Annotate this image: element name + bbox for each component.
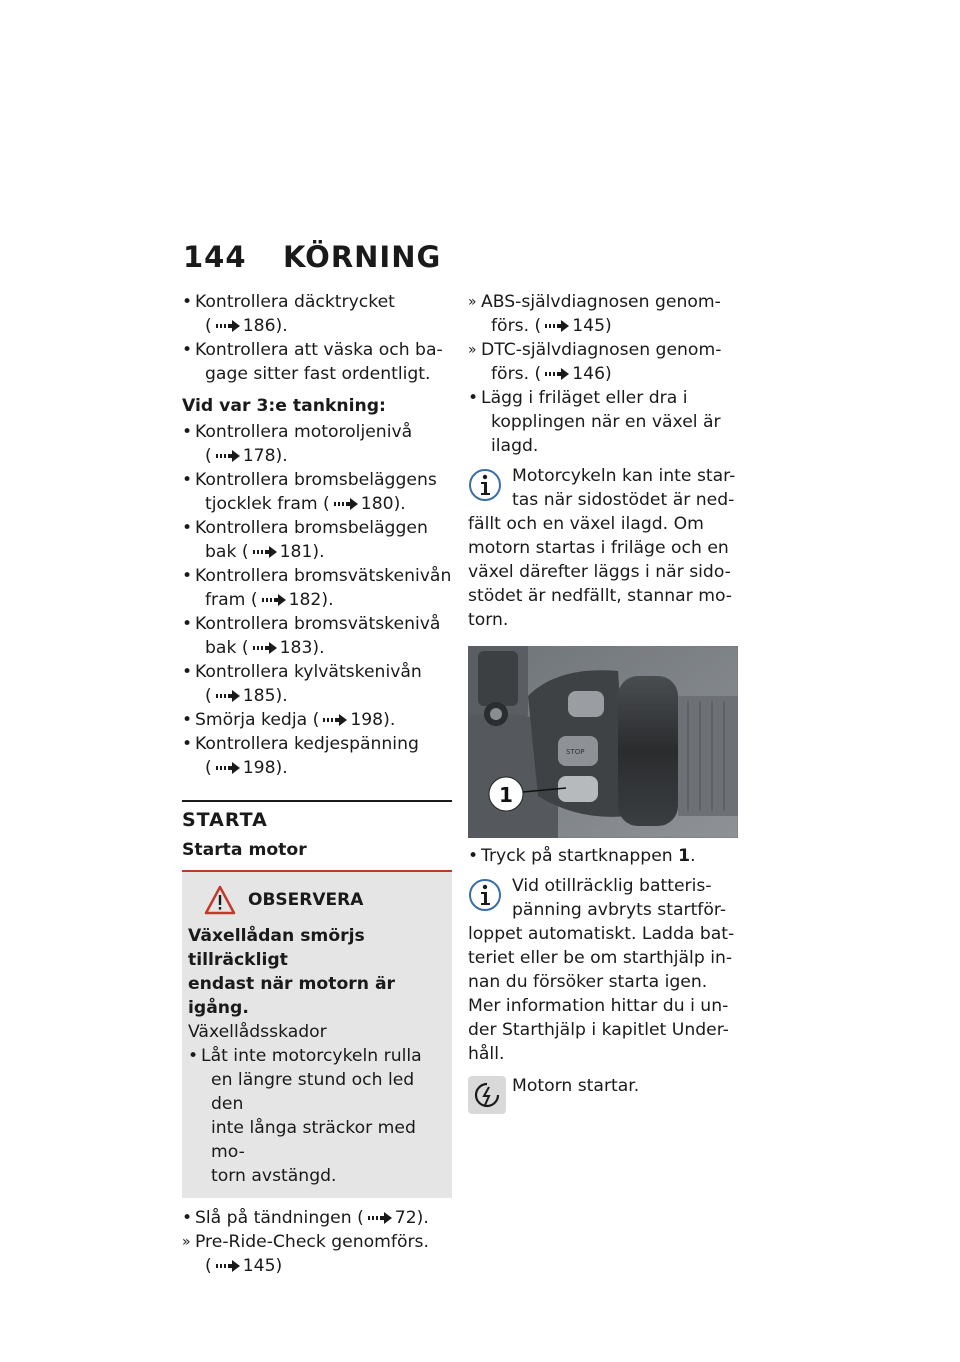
note-line: pänning avbryts startför- xyxy=(512,900,727,920)
result-text: Motorn startar. xyxy=(512,1076,640,1096)
ref-num: 186). xyxy=(242,316,288,336)
ref-num: 180). xyxy=(360,494,406,514)
page-ref-arrow-icon xyxy=(333,498,359,510)
callout-ref: 1 xyxy=(678,846,691,866)
item-ref: ( 186). xyxy=(205,316,288,336)
item-text-cont: inte långa sträckor med mo- xyxy=(211,1118,416,1162)
info-note xyxy=(468,464,738,632)
section-rule xyxy=(182,800,452,802)
item-text: Smörja kedja ( xyxy=(195,710,320,730)
page-number: 144 xyxy=(183,240,247,274)
list-item xyxy=(182,1206,452,1230)
note-line: Motorcykeln kan inte star- xyxy=(512,466,736,486)
warning-subtitle: Växellådsskador xyxy=(188,1022,327,1042)
handlebar-switch-photo xyxy=(468,646,738,838)
page-ref-arrow-icon xyxy=(215,690,241,702)
warning-triangle-icon xyxy=(204,885,236,915)
warning-strong: endast när motorn är igång. xyxy=(188,974,396,1018)
page-ref-arrow-icon xyxy=(322,714,348,726)
note-line: tas när sidostödet är ned- xyxy=(512,490,735,510)
info-icon xyxy=(468,876,506,914)
left-column xyxy=(182,290,452,1278)
item-text-cont: fram ( xyxy=(205,590,258,610)
item-text: Låt inte motorcykeln rulla xyxy=(201,1046,422,1066)
result-note xyxy=(468,1074,738,1098)
item-text: Kontrollera kedjespänning xyxy=(195,734,419,754)
item-ref xyxy=(195,492,452,516)
item-text-cont: kopplingen när en växel är xyxy=(491,412,721,432)
item-text: Slå på tändningen ( xyxy=(195,1208,364,1228)
item-text-cont: en längre stund och led den xyxy=(211,1070,415,1114)
result-item xyxy=(468,290,738,338)
item-text: Lägg i friläget eller dra i xyxy=(481,388,688,408)
list-item xyxy=(182,612,452,660)
ref-num: 72). xyxy=(394,1208,429,1228)
warning-strong: Växellådan smörjs tillräckligt xyxy=(188,926,365,970)
list-item xyxy=(182,516,452,564)
item-ref xyxy=(195,540,452,564)
ref-num: 198). xyxy=(350,710,396,730)
engine-start-icon xyxy=(468,1076,506,1114)
note-line: torn. xyxy=(468,610,509,630)
page-header xyxy=(183,240,441,274)
ref-num: 198). xyxy=(242,758,288,778)
stop-label: STOP xyxy=(566,748,585,756)
list-item xyxy=(182,708,452,732)
item-text: Kontrollera bromsbeläggens xyxy=(195,470,437,490)
item-text-cont: ilagd. xyxy=(491,436,539,456)
item-ref: ( 185). xyxy=(205,686,288,706)
list-item xyxy=(182,660,452,708)
note-line: stödet är nedfällt, stannar mo- xyxy=(468,586,732,606)
chapter-title: KÖRNING xyxy=(283,240,442,274)
ref-num: 145) xyxy=(572,316,612,336)
callout-label: 1 xyxy=(499,783,513,807)
list-item xyxy=(182,290,452,338)
page-ref-arrow-icon xyxy=(215,762,241,774)
item-text: Kontrollera bromsbeläggen xyxy=(195,518,428,538)
ref-num: 183). xyxy=(279,638,325,658)
item-text: Kontrollera kylvätskenivån xyxy=(195,662,422,682)
list-item xyxy=(182,420,452,468)
item-text: ABS-självdiagnosen genom- xyxy=(481,292,721,312)
section-subtitle: Starta motor xyxy=(182,840,307,860)
ref-num: 181). xyxy=(279,542,325,562)
ref-num: 182). xyxy=(288,590,334,610)
item-text-cont: gage sitter fast ordentligt. xyxy=(205,364,431,384)
page-ref-arrow-icon xyxy=(252,546,278,558)
page-ref-arrow-icon xyxy=(544,368,570,380)
page-ref-arrow-icon xyxy=(261,594,287,606)
note-line: fällt och en växel ilagd. Om xyxy=(468,514,704,534)
item-text-end: . xyxy=(690,846,696,866)
item-ref: förs. ( 146) xyxy=(491,364,612,384)
warning-box xyxy=(182,872,452,1198)
page-ref-arrow-icon xyxy=(544,320,570,332)
item-text-cont: torn avstängd. xyxy=(211,1166,337,1186)
item-ref: förs. ( 145) xyxy=(491,316,612,336)
note-line: Mer information hittar du i un- xyxy=(468,996,729,1016)
note-line: växel därefter läggs i när sido- xyxy=(468,562,731,582)
note-line: loppet automatiskt. Ladda bat- xyxy=(468,924,735,944)
note-line: nan du försöker starta igen. xyxy=(468,972,708,992)
note-line: der Starthjälp i kapitlet Under- xyxy=(468,1020,729,1040)
page-ref-arrow-icon xyxy=(215,1260,241,1272)
item-text: Kontrollera att väska och ba- xyxy=(195,340,443,360)
list-item xyxy=(182,468,452,516)
info-icon xyxy=(468,466,506,504)
page-ref-arrow-icon xyxy=(215,450,241,462)
item-text: Pre-Ride-Check genomförs. xyxy=(195,1232,429,1252)
tank-heading: Vid var 3:e tankning: xyxy=(182,396,386,416)
item-text: Kontrollera motoroljenivå xyxy=(195,422,413,442)
right-column xyxy=(468,290,738,1116)
list-item xyxy=(182,338,452,386)
item-text-cont: förs. xyxy=(491,316,530,336)
ref-num: 146) xyxy=(572,364,612,384)
item-text-cont: bak ( xyxy=(205,542,249,562)
note-line: håll. xyxy=(468,1044,505,1064)
warning-head xyxy=(188,884,444,916)
item-text: Tryck på startknappen xyxy=(481,846,673,866)
note-line: Vid otillräcklig batteris- xyxy=(512,876,712,896)
item-text: DTC-självdiagnosen genom- xyxy=(481,340,722,360)
section-title: STARTA xyxy=(182,809,268,831)
warning-title: OBSERVERA xyxy=(248,890,364,910)
list-item xyxy=(182,732,452,780)
ref-num: 178). xyxy=(242,446,288,466)
item-ref: ( 145) xyxy=(205,1256,283,1276)
item-text-cont: bak ( xyxy=(205,638,249,658)
item-ref xyxy=(195,588,452,612)
item-text: Kontrollera bromsvätskenivå xyxy=(195,614,441,634)
item-text: Kontrollera däcktrycket xyxy=(195,292,395,312)
result-item xyxy=(468,338,738,386)
item-text: Kontrollera bromsvätskenivån xyxy=(195,566,452,586)
list-item xyxy=(468,844,738,868)
item-ref: ( 198). xyxy=(205,758,288,778)
note-line: motorn startas i friläge och en xyxy=(468,538,729,558)
list-item xyxy=(468,386,738,458)
item-text-cont: förs. xyxy=(491,364,530,384)
item-ref: ( 178). xyxy=(205,446,288,466)
item-text-cont: tjocklek fram ( xyxy=(205,494,330,514)
page-ref-arrow-icon xyxy=(252,642,278,654)
ref-num: 145) xyxy=(242,1256,283,1276)
page-ref-arrow-icon xyxy=(367,1212,393,1224)
info-note xyxy=(468,874,738,1066)
warning-item xyxy=(188,1044,444,1188)
note-line: teriet eller be om starthjälp in- xyxy=(468,948,733,968)
ref-num: 185). xyxy=(242,686,288,706)
result-item xyxy=(182,1230,452,1278)
item-ref xyxy=(195,636,452,660)
page-ref-arrow-icon xyxy=(215,320,241,332)
list-item xyxy=(182,564,452,612)
